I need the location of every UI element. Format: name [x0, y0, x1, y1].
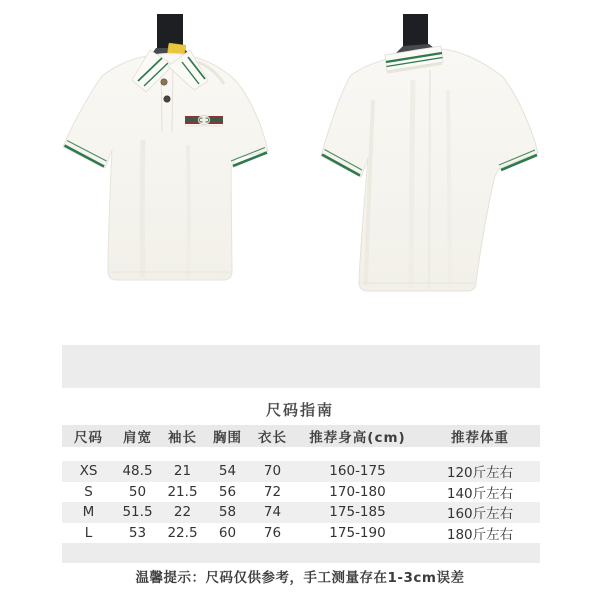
size-table-header-row: [62, 425, 540, 447]
size-row-s: [62, 482, 540, 503]
cell-size: S: [84, 483, 93, 500]
size-row-l: [62, 523, 540, 544]
cell-sleeve: 22.5: [167, 524, 198, 541]
cell-size: M: [82, 504, 95, 521]
size-table: [62, 425, 540, 563]
column-header-weight: 推荐体重: [451, 430, 509, 446]
cell-height: 175-190: [329, 524, 386, 541]
column-header-size: 尺码: [74, 430, 103, 446]
size-row-m: [62, 502, 540, 523]
cell-size: L: [84, 524, 93, 541]
polo-back-photo: [313, 0, 550, 300]
cell-shoulder: 51.5: [122, 504, 153, 521]
cell-sleeve: 21.5: [167, 483, 198, 500]
cell-shoulder: 53: [128, 524, 147, 541]
cell-sleeve: 21: [173, 463, 192, 480]
size-note: 温馨提示：尺码仅供参考，手工测量存在1-3cm误差: [135, 570, 465, 586]
cell-height: 160-175: [329, 463, 386, 480]
cell-weight: 180斤左右: [446, 526, 514, 543]
cell-height: 170-180: [329, 483, 386, 500]
cell-length: 74: [263, 504, 282, 521]
cell-weight: 140斤左右: [446, 485, 514, 502]
cell-chest: 54: [218, 463, 237, 480]
size-guide-title: 尺码指南: [265, 401, 334, 419]
cell-weight: 160斤左右: [446, 506, 514, 523]
shirt-body: [63, 54, 268, 281]
cell-weight: 120斤左右: [446, 465, 514, 482]
top-divider-band: [62, 345, 540, 388]
cell-size: XS: [79, 463, 98, 480]
column-header-length: 衣长: [258, 430, 287, 446]
cell-shoulder: 48.5: [122, 463, 153, 480]
bottom-divider-band: [62, 543, 540, 563]
cell-length: 76: [263, 524, 282, 541]
cell-chest: 58: [218, 504, 237, 521]
cell-height: 175-185: [329, 504, 386, 521]
cell-shoulder: 50: [128, 483, 147, 500]
column-header-chest: 胸围: [213, 430, 242, 446]
column-header-height: 推荐身高(cm): [309, 430, 406, 446]
polo-front-photo: [58, 0, 276, 295]
size-row-xs: [62, 461, 540, 482]
cell-length: 72: [263, 483, 282, 500]
column-header-shoulder: 肩宽: [123, 430, 152, 446]
gg-emblem: [198, 115, 210, 125]
cell-chest: 60: [218, 524, 237, 541]
second-button: [164, 96, 170, 102]
cell-sleeve: 22: [173, 504, 192, 521]
column-header-sleeve: 袖长: [168, 430, 197, 446]
cell-length: 70: [263, 463, 282, 480]
cell-chest: 56: [218, 483, 237, 500]
header-gap: [62, 447, 540, 461]
top-button: [161, 79, 167, 85]
